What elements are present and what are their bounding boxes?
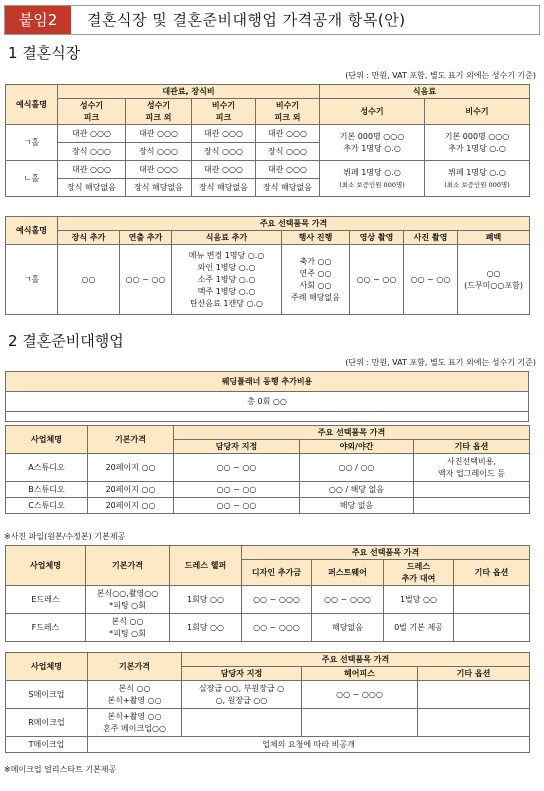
table-cell: 대관 ○○○ <box>256 125 320 143</box>
table-cell <box>454 614 530 642</box>
table-cell <box>454 586 530 614</box>
sub-header: 비수기 <box>425 99 530 125</box>
planner-value: 총 0회 ○○ <box>6 392 529 412</box>
table-cell: 본식 ○○ 본식+촬영 ○○ <box>88 681 182 709</box>
table-row <box>6 161 530 179</box>
sub-header: 담당자 지정 <box>182 667 302 681</box>
table-cell: 장식 해당없음 <box>192 179 256 197</box>
table-cell: 해당 없음 <box>300 498 414 514</box>
table-cell: ○○ ~ ○○ <box>174 454 300 482</box>
venue-price-table <box>5 84 530 197</box>
table-cell: 축가 ○○ 연주 ○○ 사회 ○○ 주례 해당없음 <box>282 245 350 315</box>
table-cell: 업체의 요청에 따라 비공개 <box>88 737 530 753</box>
business-name: F드레스 <box>6 614 86 642</box>
table-cell: ○○ <box>58 245 120 315</box>
table-cell: 장식 해당없음 <box>256 179 320 197</box>
table-cell: 사진선택비용, 액자 업그레이드 등 <box>414 454 530 482</box>
table-row <box>6 498 530 514</box>
sub-header: 영상 촬영 <box>350 231 404 245</box>
table-cell <box>418 681 530 709</box>
table-row <box>6 737 530 753</box>
business-name: A스튜디오 <box>6 454 88 482</box>
min-guarantee: (최소 보증인원 000명) <box>339 180 405 189</box>
group-options: 주요 선택품목 가격 <box>174 426 530 440</box>
sub-header: 기타 옵션 <box>418 667 530 681</box>
makeup-note: ※메이크업 얼리스타트 기본제공 <box>4 765 117 774</box>
table-cell: 20페이지 ○○ <box>88 482 174 498</box>
spacer-row <box>6 412 529 422</box>
hall-name: ㄱ홀 <box>6 125 58 161</box>
table-cell: ○○ ~ ○○○ <box>242 614 312 642</box>
table-cell: 대관 ○○○ <box>126 125 192 143</box>
table-cell <box>320 161 425 197</box>
table-row <box>6 482 530 498</box>
table-cell: 1회당 ○○ <box>170 586 242 614</box>
table-cell: 대관 ○○○ <box>192 125 256 143</box>
table-row <box>6 614 530 642</box>
table-row <box>6 125 530 143</box>
table-cell: ○○ ~ ○○ <box>350 245 404 315</box>
table-cell: ○○ / ○○ <box>300 454 414 482</box>
sub-header: 폐백 <box>458 231 530 245</box>
table-cell: 본식+촬영 ○○ 혼주 메이크업○○ <box>88 709 182 737</box>
table-cell <box>414 498 530 514</box>
group-options: 주요 선택품목 가격 <box>242 546 530 560</box>
table-cell <box>414 482 530 498</box>
table-cell <box>302 709 418 737</box>
buffet-price: 뷔페 1명당 ○.○ <box>448 167 506 177</box>
document-title: 결혼식장 및 결혼준비대행업 가격공개 항목(안) <box>87 11 406 29</box>
table-cell <box>418 709 530 737</box>
business-name: R메이크업 <box>6 709 88 737</box>
table-cell: 메뉴 변경 1명당 ○.○ 와인 1병당 ○.○ 소주 1병당 ○.○ 맥주 1병당 ○.○ 탄산음료 1캔당 ○.○ <box>172 245 282 315</box>
table-cell: 장식 ○○○ <box>256 143 320 161</box>
col-hall-name: 예식홀명 <box>6 217 58 245</box>
studio-table <box>5 425 530 514</box>
table-row <box>6 454 530 482</box>
sub-header: 행사 진행 <box>282 231 350 245</box>
table-cell: 장식 해당없음 <box>58 179 126 197</box>
table-cell: 1벌당 ○○ <box>384 586 454 614</box>
attachment-badge: 붙임2 <box>5 6 71 34</box>
col-dress-helper: 드레스 헬퍼 <box>170 546 242 586</box>
group-rental-decoration: 대관료, 장식비 <box>58 85 320 99</box>
col-business-name: 사업체명 <box>6 546 86 586</box>
table-cell: 대관 ○○○ <box>126 161 192 179</box>
col-business-name: 사업체명 <box>6 426 88 454</box>
group-options: 주요 선택품목 가격 <box>58 217 530 231</box>
business-name: B스튜디오 <box>6 482 88 498</box>
table-row <box>6 681 530 709</box>
sub-header: 야외/야간 <box>300 440 414 454</box>
sub-header: 디자인 추가금 <box>242 560 312 586</box>
table-row <box>6 709 530 737</box>
sub-header: 장식 추가 <box>58 231 120 245</box>
sub-header: 담당자 지정 <box>174 440 300 454</box>
sub-header: 기타 옵션 <box>454 560 530 586</box>
table-cell: ○○ ~ ○○ <box>174 482 300 498</box>
table-cell: ○○ ~ ○○○ <box>302 681 418 709</box>
group-food: 식음료 <box>320 85 530 99</box>
group-options: 주요 선택품목 가격 <box>182 653 530 667</box>
hall-name: ㄴ홀 <box>6 161 58 197</box>
sub-header: 성수기 피크 외 <box>126 99 192 125</box>
table-cell: 20페이지 ○○ <box>88 454 174 482</box>
sub-header: 드레스 추가 대여 <box>384 560 454 586</box>
sub-header: 퍼스트웨어 <box>312 560 384 586</box>
col-base-price: 기본가격 <box>86 546 170 586</box>
table-cell: 기본 000명 ○○○ 추가 1명당 ○.○ <box>320 125 425 161</box>
dress-table <box>5 545 530 642</box>
table-cell <box>182 709 302 737</box>
col-hall-name: 예식홀명 <box>6 85 58 125</box>
planner-cost-table <box>5 371 529 422</box>
sub-header: 헤어피스 <box>302 667 418 681</box>
table-cell: 장식 ○○○ <box>192 143 256 161</box>
table-cell: 본식 ○○ *피팅 ○회 <box>86 614 170 642</box>
buffet-price: 뷔페 1명당 ○.○ <box>343 167 401 177</box>
table-cell: 해당없음 <box>312 614 384 642</box>
table-cell: 대관 ○○○ <box>256 161 320 179</box>
sub-header: 사진 촬영 <box>404 231 458 245</box>
table-cell: 대관 ○○○ <box>192 161 256 179</box>
section-2-title: 2 결혼준비대행업 <box>8 332 124 350</box>
sub-header: 성수기 <box>320 99 425 125</box>
makeup-table <box>5 652 530 753</box>
section-1-title: 1 결혼식장 <box>8 44 81 62</box>
table-row <box>6 586 530 614</box>
business-name: S메이크업 <box>6 681 88 709</box>
col-business-name: 사업체명 <box>6 653 88 681</box>
hall-name: ㄱ홀 <box>6 245 58 315</box>
table-cell: 0벌 기본 제공 <box>384 614 454 642</box>
table-cell: 대관 ○○○ <box>58 161 126 179</box>
min-guarantee: (최소 보증인원 000명) <box>444 180 510 189</box>
business-name: C스튜디오 <box>6 498 88 514</box>
table-cell: ○○ ~ ○○○ <box>312 586 384 614</box>
table-cell: ○○ / 해당 없음 <box>300 482 414 498</box>
business-name: E드레스 <box>6 586 86 614</box>
table-cell: ○○ ~ ○○ <box>174 498 300 514</box>
venue-options-table <box>5 216 530 315</box>
table-cell: 1회당 ○○ <box>170 614 242 642</box>
studio-note: ※사진 파일(원본/수정본) 기본제공 <box>4 532 126 541</box>
sub-header: 연출 추가 <box>120 231 172 245</box>
table-cell <box>425 161 530 197</box>
col-base-price: 기본가격 <box>88 653 182 681</box>
table-cell: 장식 ○○○ <box>58 143 126 161</box>
sub-header: 기타 옵션 <box>414 440 530 454</box>
title-bar <box>4 5 540 35</box>
section-1-unit-note: (단위 : 만원, VAT 포함, 별도 표기 외에는 성수기 기준) <box>345 71 536 80</box>
table-cell: ○○ ~ ○○○ <box>242 586 312 614</box>
table-cell: 장식 ○○○ <box>126 143 192 161</box>
col-base-price: 기본가격 <box>88 426 174 454</box>
table-cell: 장식 해당없음 <box>126 179 192 197</box>
table-cell: 실장급 ○○, 부원장급 ○ ○, 원장급 ○○ <box>182 681 302 709</box>
table-cell: 대관 ○○○ <box>58 125 126 143</box>
table-cell: 기본 000명 ○○○ 추가 1명당 ○.○ <box>425 125 530 161</box>
table-cell: 20페이지 ○○ <box>88 498 174 514</box>
table-cell: ○○ (드무미○○포함) <box>458 245 530 315</box>
table-cell: ○○ ~ ○○ <box>120 245 172 315</box>
sub-header: 비수기 피크 <box>192 99 256 125</box>
table-cell: 본식○○,촬영○○ *피팅 ○회 <box>86 586 170 614</box>
business-name: T메이크업 <box>6 737 88 753</box>
section-2-unit-note: (단위 : 만원, VAT 포함, 별도 표기 외에는 성수기 기준) <box>345 358 536 367</box>
planner-label: 웨딩플래너 동행 추가비용 <box>6 372 529 392</box>
table-cell: ○○ ~ ○○ <box>404 245 458 315</box>
sub-header: 식음료 추가 <box>172 231 282 245</box>
table-row <box>6 245 530 315</box>
sub-header: 비수기 피크 외 <box>256 99 320 125</box>
sub-header: 성수기 피크 <box>58 99 126 125</box>
